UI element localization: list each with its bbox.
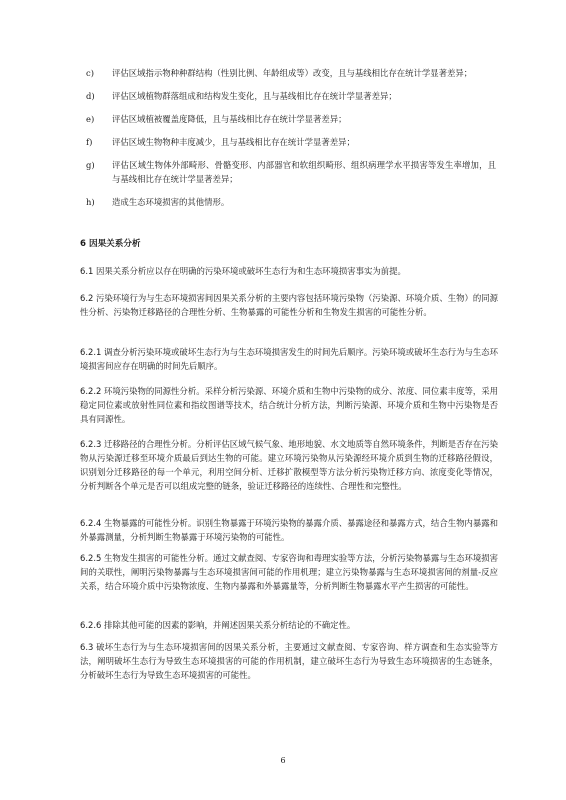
list-item bbox=[86, 89, 496, 103]
list-marker: h) bbox=[86, 197, 95, 207]
list-text: 评估区域生物体外部畸形、骨骼变形、内部器官和软组织畸形、组织病理学水平损害等发生率增加，且与基线相比存在统计学显著差异； bbox=[112, 160, 496, 184]
paragraph-text: 排除其他可能的因素的影响，并阐述因果关系分析结论的不确定性。 bbox=[103, 620, 356, 630]
list-item bbox=[86, 135, 496, 149]
clause-number: 6.2.2 bbox=[80, 386, 102, 396]
clause-number: 6.2.1 bbox=[80, 347, 102, 357]
clause-number: 6.2.5 bbox=[80, 553, 102, 563]
paragraph bbox=[80, 618, 498, 632]
list-marker: e) bbox=[86, 114, 95, 124]
paragraph-text: 迁移路径的合理性分析。分析评估区域气候气象、地形地貌、水文地质等自然环境条件，判断是否存在污染物从污染源迁移至环境介质最后到达生物的可能。建立环境污染物从污染源经环境介质到生物的迁移路径假设，识别划分迁移路径的每一个单元，利用空间分析、迁移扩散模型等方法分析污染物迁移方向、浓度变化等情况，分析判断各个单元是否可以组成完整的链条，验证迁移路径的连续性、合理性和完整性。 bbox=[80, 439, 498, 491]
clause-number: 6.2.4 bbox=[80, 518, 102, 528]
paragraph-text: 生物发生损害的可能性分析。通过文献查阅、专家咨询和毒理实验等方法，分析污染物暴露与生态环境损害间的关联性，阐明污染物暴露与生态环境损害间可能的作用机理；建立污染物暴露与生态环境损害间的剂量-反应关系，结合环境介质中污染物浓度、生物内暴露和外暴露量等，分析判断生物暴露水平产生损害的可能性。 bbox=[80, 553, 498, 591]
list-marker: c) bbox=[86, 68, 94, 78]
list-text: 评估区域生物物种丰度减少，且与基线相比存在统计学显著差异； bbox=[112, 137, 355, 147]
paragraph bbox=[80, 640, 498, 682]
paragraph-text: 污染环境行为与生态环境损害间因果关系分析的主要内容包括环境污染物（污染源、环境介质、生物）的同源性分析、污染物迁移路径的合理性分析、生物暴露的可能性分析和生物发生损害的可能性分析。 bbox=[80, 293, 498, 317]
paragraph bbox=[80, 437, 498, 493]
list-item bbox=[86, 66, 496, 80]
list-item bbox=[86, 158, 496, 186]
list-text: 造成生态环境损害的其他情形。 bbox=[112, 197, 230, 207]
list-text: 评估区域植被覆盖度降低，且与基线相比存在统计学显著差异； bbox=[112, 114, 347, 124]
paragraph bbox=[80, 264, 498, 278]
list-marker: g) bbox=[86, 160, 95, 170]
paragraph-text: 生物暴露的可能性分析。识别生物暴露于环境污染物的暴露介质、暴露途径和暴露方式，结合生物内暴露和外暴露测量，分析判断生物暴露于环境污染物的可能性。 bbox=[80, 518, 498, 542]
list-marker: f) bbox=[86, 137, 93, 147]
clause-number: 6.2.6 bbox=[80, 620, 102, 630]
page-number: 6 bbox=[280, 756, 286, 765]
paragraph bbox=[80, 516, 498, 544]
list-text: 评估区域植物群落组成和结构发生变化，且与基线相比存在统计学显著差异； bbox=[112, 91, 397, 101]
paragraph-text: 环境污染物的同源性分析。采样分析污染源、环境介质和生物中污染物的成分、浓度、同位素丰度等，采用稳定同位素或放射性同位素和指纹图谱等技术，结合统计分析方法，判断污染源、环境介质和生物中污染物是否具有同源性。 bbox=[80, 386, 498, 424]
paragraph bbox=[80, 384, 498, 426]
list-item bbox=[86, 112, 496, 126]
paragraph-text: 调查分析污染环境或破坏生态行为与生态环境损害发生的时间先后顺序。污染环境或破坏生态行为与生态环境损害间应存在明确的时间先后顺序。 bbox=[80, 347, 498, 371]
paragraph-text: 因果关系分析应以存在明确的污染环境或破坏生态行为和生态环境损害事实为前提。 bbox=[96, 266, 406, 276]
clause-number: 6.3 bbox=[80, 642, 94, 652]
list-item bbox=[86, 195, 496, 209]
paragraph bbox=[80, 291, 498, 319]
clause-number: 6.2 bbox=[80, 293, 94, 303]
criteria-list bbox=[86, 66, 496, 218]
clause-number: 6.2.3 bbox=[80, 439, 102, 449]
paragraph bbox=[80, 345, 498, 373]
list-marker: d) bbox=[86, 91, 95, 101]
paragraph bbox=[80, 551, 498, 593]
paragraph-text: 破坏生态行为与生态环境损害间的因果关系分析，主要通过文献查阅、专家咨询、样方调查和生态实验等方法，阐明破坏生态行为导致生态环境损害的可能的作用机制，建立破坏生态行为导致生态环境损害的生态链条，分析破坏生态行为导致生态环境损害的可能性。 bbox=[80, 642, 498, 680]
list-text: 评估区域指示物种种群结构（性别比例、年龄组成等）改变，且与基线相比存在统计学显著差异； bbox=[112, 68, 473, 78]
section-heading: 6 因果关系分析 bbox=[80, 239, 141, 249]
clause-number: 6.1 bbox=[80, 266, 94, 276]
